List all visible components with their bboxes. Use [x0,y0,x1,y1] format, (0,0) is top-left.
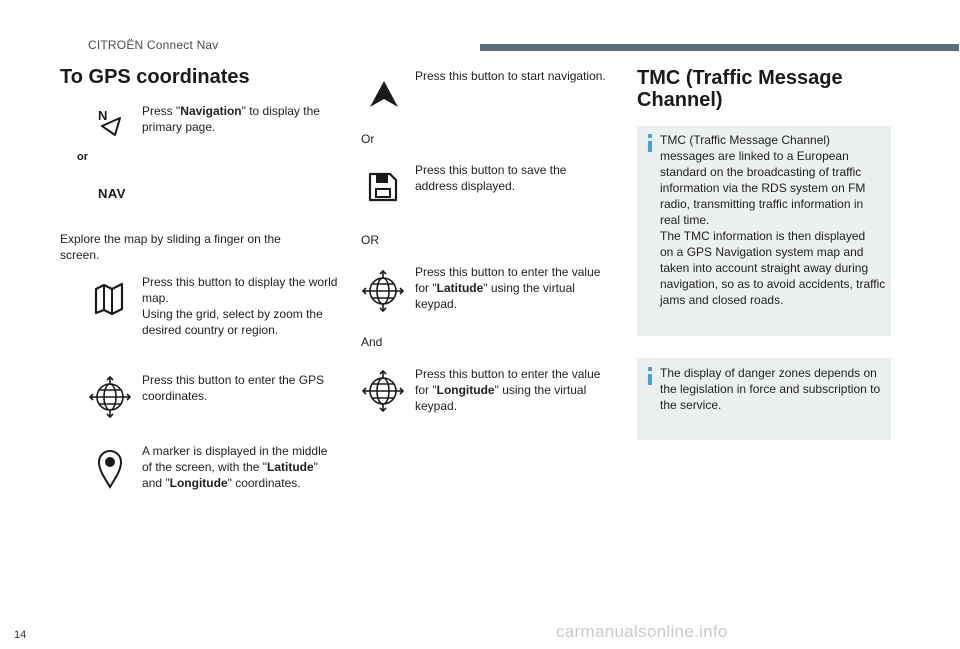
tmc-info-text: TMC (Traffic Message Channel) messages are linked to a European standard on the broadcasting of traffic information via the RDS system on FM radio, transmitting traffic information in real time. The TMC information is then displayed on a GPS Navigation system map and taken into account straight away during navigation, so as to avoid accidents, traffic jams and closed roads. [660,133,886,307]
navigation-description: Press "Navigation" to display the primary page. [142,104,320,134]
globe-icon [361,369,405,413]
gps-heading: To GPS coordinates [60,66,250,88]
or-label: or [77,151,88,163]
navigation-arrow-icon [100,115,124,137]
location-pin-icon [96,447,124,489]
start-navigation-description: Press this button to start navigation. [415,69,606,83]
marker-description: A marker is displayed in the middle of the screen, with the "Latitude" and "Longitude" coordinates. [142,444,328,490]
globe-icon [88,375,132,419]
nav-letter: N [98,108,108,123]
info-icon-bar [648,374,652,385]
danger-zones-text: The display of danger zones depends on the legislation in force and subscription to the service. [660,366,881,412]
watermark: carmanualsonline.info [556,622,728,641]
or-separator-2: OR [361,233,379,247]
and-separator: And [361,335,383,349]
info-icon-bar [648,141,652,152]
page-number: 14 [14,629,27,641]
map-icon [93,281,127,317]
explore-text: Explore the map by sliding a finger on the screen. [60,232,281,262]
world-map-description: Press this button to display the world map. Using the grid, select by zoom the desired country or region. [142,275,338,337]
globe-icon [361,269,405,313]
header-title: CITROËN Connect Nav [88,38,219,52]
header-bar [480,44,959,51]
save-description: Press this button to save the address displayed. [415,163,567,193]
gps-coordinates-description: Press this button to enter the GPS coordinates. [142,373,325,403]
longitude-description: Press this button to enter the value for "Longitude" using the virtual keypad. [415,367,601,413]
start-navigation-icon [368,79,400,109]
or-separator-1: Or [361,132,375,146]
latitude-description: Press this button to enter the value for "Latitude" using the virtual keypad. [415,265,601,311]
tmc-heading: TMC (Traffic Message Channel) [637,67,843,111]
nav-label: NAV [98,186,126,201]
save-icon [366,170,400,204]
info-icon [648,367,652,371]
info-icon [648,134,652,138]
